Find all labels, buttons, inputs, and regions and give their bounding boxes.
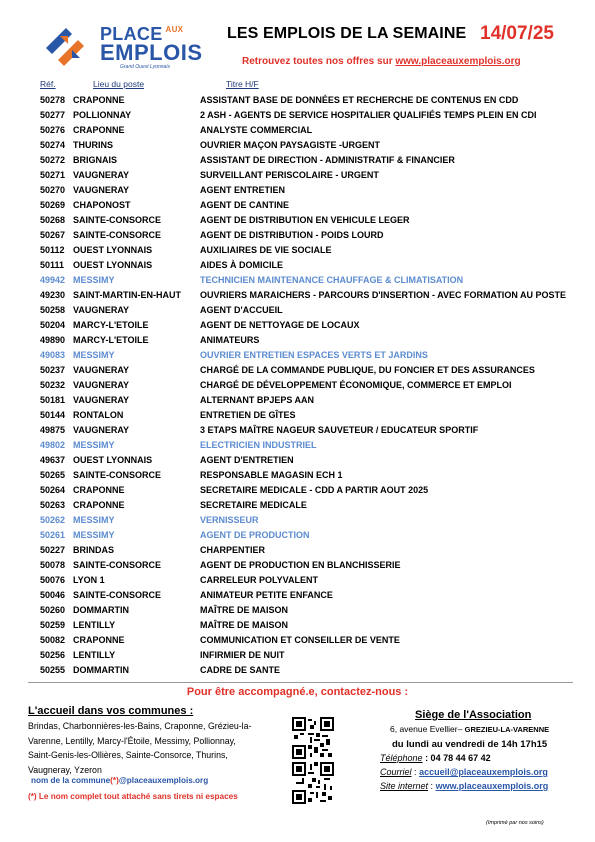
email-prefix: nom de la commune — [31, 776, 111, 785]
job-location: SAINT-MARTIN-EN-HAUT — [73, 290, 181, 300]
table-row — [0, 618, 595, 633]
job-location: MESSIMY — [73, 440, 115, 450]
table-row — [0, 333, 595, 348]
job-ref: 50277 — [40, 110, 66, 120]
logo-tagline: Grand Ouest Lyonnais — [120, 64, 170, 70]
job-ref: 50258 — [40, 305, 66, 315]
job-location: SAINTE-CONSORCE — [73, 560, 162, 570]
table-row — [0, 378, 595, 393]
job-ref: 50265 — [40, 470, 66, 480]
job-location: SAINTE-CONSORCE — [73, 230, 162, 240]
job-title: MAÎTRE DE MAISON — [200, 620, 289, 630]
job-ref: 49230 — [40, 290, 66, 300]
table-row — [0, 168, 595, 183]
job-ref: 50237 — [40, 365, 66, 375]
job-ref: 50276 — [40, 125, 66, 135]
logo-emplois: EMPLOIS — [100, 40, 203, 65]
job-ref: 50181 — [40, 395, 66, 405]
job-location: VAUGNERAY — [73, 380, 130, 390]
table-row — [0, 453, 595, 468]
site-label: Site internet — [380, 781, 429, 791]
job-location: CRAPONNE — [73, 635, 125, 645]
logo-place: PLACE — [100, 24, 163, 44]
job-ref: 50269 — [40, 200, 66, 210]
table-row — [0, 198, 595, 213]
job-title: ANALYSTE COMMERCIAL — [200, 125, 313, 135]
page-subtitle — [242, 56, 521, 67]
phone-label: Téléphone — [380, 753, 423, 763]
job-title: 2 ASH - AGENTS DE SERVICE HOSPITALIER QUALIFIÉS TEMPS PLEIN EN CDI — [200, 110, 537, 120]
job-ref: 50255 — [40, 665, 66, 675]
job-title: AIDES À DOMICILE — [200, 260, 284, 270]
courriel-label: Courriel — [380, 767, 412, 777]
communes-list: Brindas, Charbonnières-les-Bains, Craponne, Grézieu-la-Varenne, Lentilly, Marcy-l'Étoile, Messimy, Pollionnay, Saint-Genis-les-Ollières, Sainte-Consorce, Thurins, Vaugneray, Yzeron — [28, 721, 252, 775]
job-title: AGENT DE PRODUCTION EN BLANCHISSERIE — [200, 560, 401, 570]
logo — [42, 24, 212, 74]
table-row — [0, 108, 595, 123]
logo-aux: AUX — [165, 25, 184, 34]
job-location: CRAPONNE — [73, 125, 125, 135]
siege-address — [390, 724, 549, 734]
table-row — [0, 498, 595, 513]
job-title: AGENT ENTRETIEN — [200, 185, 286, 195]
job-location: VAUGNERAY — [73, 395, 130, 405]
table-row — [0, 213, 595, 228]
table-row — [0, 558, 595, 573]
job-ref: 50267 — [40, 230, 66, 240]
column-header-ref: Réf. — [40, 79, 56, 89]
job-title: ANIMATEUR PETITE ENFANCE — [200, 590, 333, 600]
table-row — [0, 228, 595, 243]
job-location: CRAPONNE — [73, 500, 125, 510]
table-row — [0, 423, 595, 438]
job-location: CRAPONNE — [73, 95, 125, 105]
table-header — [0, 79, 595, 91]
job-ref: 50046 — [40, 590, 66, 600]
job-title: AGENT DE CANTINE — [200, 200, 290, 210]
table-row — [0, 573, 595, 588]
job-location: MARCY-L'ETOILE — [73, 335, 149, 345]
job-ref: 49875 — [40, 425, 66, 435]
table-row — [0, 408, 595, 423]
email-note: (*) Le nom complet tout attaché sans tirets ni espaces — [28, 792, 238, 801]
website-line: Site internet : www.placeauxemplois.org — [380, 781, 549, 791]
job-title: ALTERNANT BPJEPS AAN — [200, 395, 315, 405]
job-location: RONTALON — [73, 410, 124, 420]
job-ref: 50272 — [40, 155, 66, 165]
job-ref: 49890 — [40, 335, 66, 345]
job-title: OUVRIERS MARAICHERS - PARCOURS D'INSERTION - AVEC FORMATION AU POSTE — [200, 290, 566, 300]
job-title: ENTRETIEN DE GÎTES — [200, 410, 296, 420]
printed-note: (Imprimé par nos soins) — [486, 820, 544, 826]
job-title: AGENT D'ENTRETIEN — [200, 455, 294, 465]
job-location: BRINDAS — [73, 545, 115, 555]
job-location: VAUGNERAY — [73, 170, 130, 180]
job-title: AGENT DE NETTOYAGE DE LOCAUX — [200, 320, 360, 330]
job-title: ELECTRICIEN INDUSTRIEL — [200, 440, 317, 450]
table-row — [0, 183, 595, 198]
website-link[interactable]: www.placeauxemplois.org — [435, 781, 549, 791]
job-location: LENTILLY — [73, 650, 116, 660]
job-title: SECRETAIRE MEDICALE - CDD A PARTIR AOUT 2025 — [200, 485, 429, 495]
job-location: MESSIMY — [73, 350, 115, 360]
siege-hours: du lundi au vendredi de 14h 17h15 — [392, 739, 548, 750]
job-ref: 50268 — [40, 215, 66, 225]
column-header-lieu: Lieu du poste — [93, 79, 145, 89]
job-location: SAINTE-CONSORCE — [73, 470, 162, 480]
table-row — [0, 468, 595, 483]
table-row — [0, 393, 595, 408]
job-location: MESSIMY — [73, 515, 115, 525]
job-title: ANIMATEURS — [200, 335, 260, 345]
job-ref: 50274 — [40, 140, 66, 150]
table-row — [0, 258, 595, 273]
table-row — [0, 603, 595, 618]
table-row — [0, 363, 595, 378]
table-row — [0, 588, 595, 603]
table-row — [0, 123, 595, 138]
subtitle-site-link[interactable]: www.placeauxemplois.org — [395, 56, 521, 67]
job-ref: 50262 — [40, 515, 66, 525]
job-ref: 50204 — [40, 320, 66, 330]
table-row — [0, 513, 595, 528]
job-ref: 49942 — [40, 275, 66, 285]
table-row — [0, 273, 595, 288]
job-ref: 50076 — [40, 575, 66, 585]
job-location: OUEST LYONNAIS — [73, 245, 153, 255]
job-title: MAÎTRE DE MAISON — [200, 605, 289, 615]
job-ref: 50078 — [40, 560, 66, 570]
job-location: VAUGNERAY — [73, 305, 130, 315]
siege-street: 6, avenue Evellier– — [390, 724, 463, 734]
table-row — [0, 243, 595, 258]
job-title: CHARGÉ DE LA COMMANDE PUBLIQUE, DU FONCIER ET DES ASSURANCES — [200, 365, 535, 375]
job-location: MESSIMY — [73, 275, 115, 285]
table-row — [0, 438, 595, 453]
job-title: CARRELEUR POLYVALENT — [200, 575, 319, 585]
job-ref: 49083 — [40, 350, 66, 360]
job-location: LYON 1 — [73, 575, 105, 585]
table-row — [0, 138, 595, 153]
job-ref: 49637 — [40, 455, 66, 465]
accueil-title: L'accueil dans vos communes : — [28, 705, 194, 717]
job-location: SAINTE-CONSORCE — [73, 590, 162, 600]
job-ref: 50270 — [40, 185, 66, 195]
job-table — [0, 93, 595, 678]
commune-email-pattern — [31, 776, 208, 785]
table-row — [0, 633, 595, 648]
job-location: THURINS — [73, 140, 113, 150]
table-row — [0, 288, 595, 303]
job-ref: 50111 — [40, 260, 65, 270]
table-row — [0, 348, 595, 363]
table-row — [0, 528, 595, 543]
job-ref: 50232 — [40, 380, 66, 390]
job-title: TECHNICIEN MAINTENANCE CHAUFFAGE & CLIMATISATION — [200, 275, 464, 285]
job-title: COMMUNICATION ET CONSEILLER DE VENTE — [200, 635, 400, 645]
table-row — [0, 543, 595, 558]
table-row — [0, 483, 595, 498]
job-ref: 50082 — [40, 635, 66, 645]
job-title: OUVRIER ENTRETIEN ESPACES VERTS ET JARDINS — [200, 350, 428, 360]
siege-title: Siège de l'Association — [415, 709, 532, 721]
job-location: DOMMARTIN — [73, 665, 129, 675]
phone-number[interactable]: : 04 78 44 67 42 — [425, 753, 491, 763]
column-header-titre: Titre H/F — [226, 79, 259, 89]
job-title: SURVEILLANT PERISCOLAIRE - URGENT — [200, 170, 379, 180]
table-row — [0, 153, 595, 168]
job-location: VAUGNERAY — [73, 425, 130, 435]
job-ref: 50260 — [40, 605, 66, 615]
job-title: AGENT DE DISTRIBUTION - POIDS LOURD — [200, 230, 384, 240]
table-row — [0, 318, 595, 333]
page-date: 14/07/25 — [480, 23, 554, 44]
job-ref: 50227 — [40, 545, 66, 555]
job-location: VAUGNERAY — [73, 365, 130, 375]
page-title: LES EMPLOIS DE LA SEMAINE — [227, 25, 467, 42]
job-title: AUXILIAIRES DE VIE SOCIALE — [200, 245, 332, 255]
divider — [28, 682, 573, 683]
email-marker: (*) — [110, 776, 119, 785]
job-location: SAINTE-CONSORCE — [73, 215, 162, 225]
job-title: 3 ETAPS MAÎTRE NAGEUR SAUVETEUR / EDUCATEUR SPORTIF — [200, 425, 479, 435]
job-title: SECRETAIRE MEDICALE — [200, 500, 307, 510]
job-title: INFIRMIER DE NUIT — [200, 650, 285, 660]
job-location: DOMMARTIN — [73, 605, 129, 615]
qr-code-icon[interactable] — [292, 717, 334, 759]
logo-mark-icon — [42, 24, 98, 70]
job-ref: 50264 — [40, 485, 66, 495]
table-row — [0, 648, 595, 663]
job-title: ASSISTANT BASE DE DONNÉES ET RECHERCHE DE CONTENUS EN CDD — [200, 95, 519, 105]
job-ref: 50278 — [40, 95, 66, 105]
qr-code-icon[interactable] — [292, 762, 334, 804]
job-location: POLLIONNAY — [73, 110, 132, 120]
job-location: VAUGNERAY — [73, 185, 130, 195]
job-title: RESPONSABLE MAGASIN ECH 1 — [200, 470, 343, 480]
job-ref: 50271 — [40, 170, 66, 180]
job-ref: 50256 — [40, 650, 66, 660]
job-ref: 50263 — [40, 500, 66, 510]
job-ref: 50261 — [40, 530, 66, 540]
table-row — [0, 303, 595, 318]
job-ref: 49802 — [40, 440, 66, 450]
job-ref: 50112 — [40, 245, 65, 255]
job-location: OUEST LYONNAIS — [73, 260, 153, 270]
job-title: ASSISTANT DE DIRECTION - ADMINISTRATIF & FINANCIER — [200, 155, 455, 165]
contact-heading: Pour être accompagné.e, contactez-nous : — [186, 686, 409, 698]
job-ref: 50144 — [40, 410, 66, 420]
siege-city: GREZIEU-LA-VARENNE — [464, 725, 550, 734]
email-suffix: @placeauxemplois.org — [118, 776, 209, 785]
job-location: BRIGNAIS — [73, 155, 118, 165]
job-title: AGENT DE DISTRIBUTION EN VEHICULE LEGER — [200, 215, 410, 225]
job-ref: 50259 — [40, 620, 66, 630]
job-location: CHAPONOST — [73, 200, 131, 210]
job-title: CADRE DE SANTE — [200, 665, 281, 675]
job-title: VERNISSEUR — [200, 515, 259, 525]
courriel-line: Courriel : accueil@placeauxemplois.org — [380, 767, 548, 777]
job-location: LENTILLY — [73, 620, 116, 630]
job-title: CHARGÉ DE DÉVELOPPEMENT ÉCONOMIQUE, COMMERCE ET EMPLOI — [200, 380, 512, 390]
job-location: MARCY-L'ETOILE — [73, 320, 149, 330]
job-title: CHARPENTIER — [200, 545, 266, 555]
job-location: MESSIMY — [73, 530, 115, 540]
job-title: OUVRIER MAÇON PAYSAGISTE -URGENT — [200, 140, 381, 150]
job-title: AGENT DE PRODUCTION — [200, 530, 310, 540]
table-row — [0, 663, 595, 678]
courriel-link[interactable]: accueil@placeauxemplois.org — [419, 767, 548, 777]
job-location: OUEST LYONNAIS — [73, 455, 153, 465]
phone-line — [380, 753, 491, 763]
job-location: CRAPONNE — [73, 485, 125, 495]
job-title: AGENT D'ACCUEIL — [200, 305, 283, 315]
table-row — [0, 93, 595, 108]
subtitle-text: Retrouvez toutes nos offres sur — [242, 56, 393, 67]
